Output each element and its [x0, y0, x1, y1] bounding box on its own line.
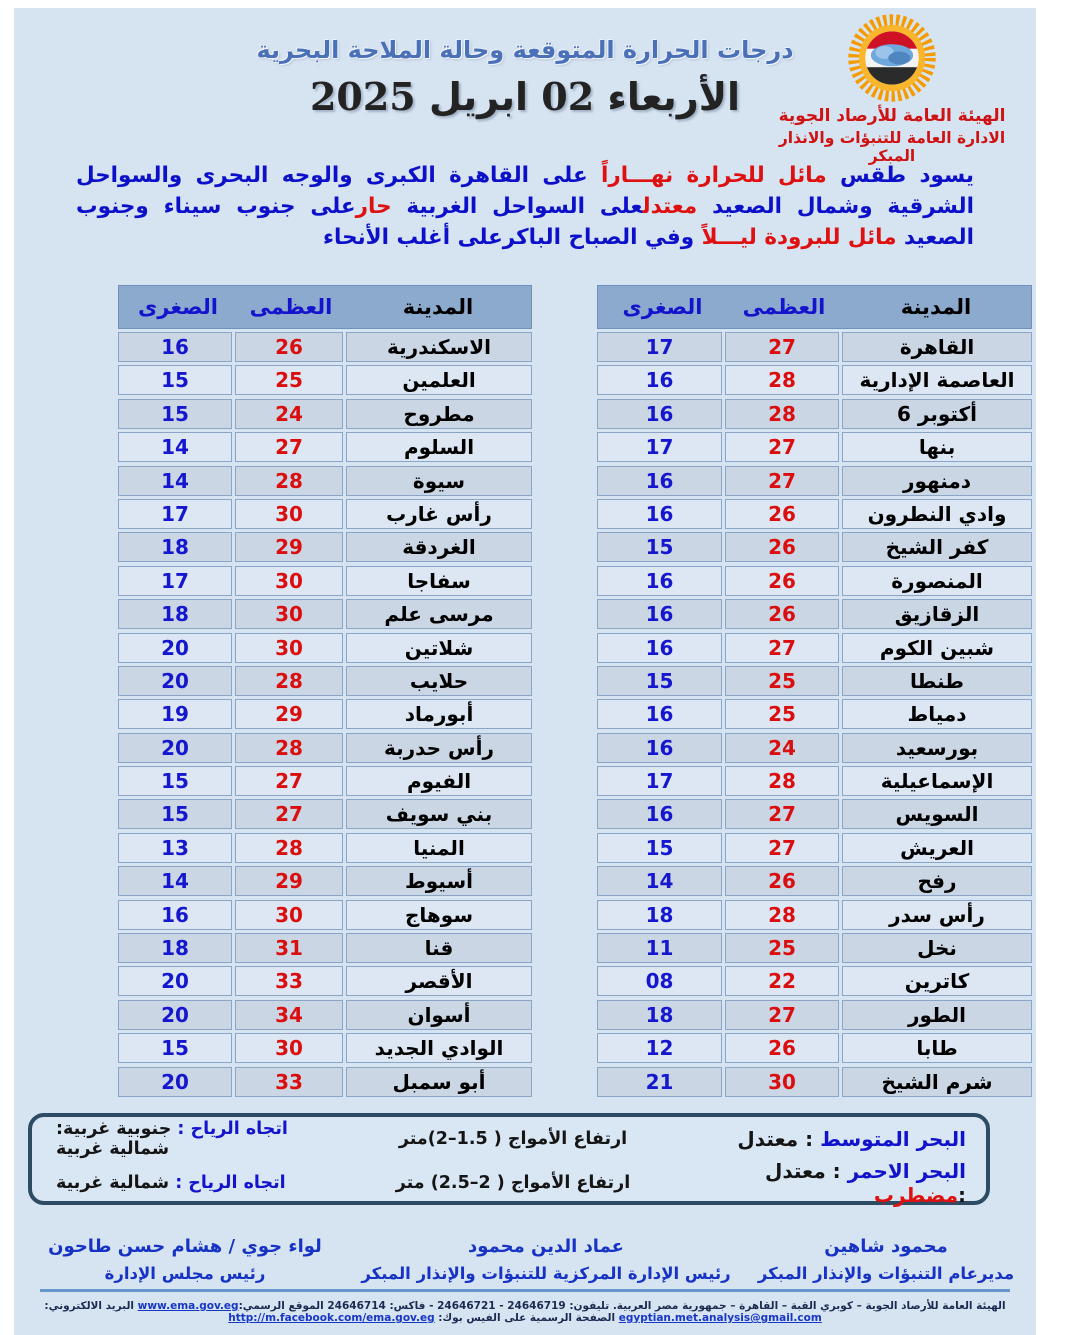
max-temp-cell: 30 — [725, 1067, 839, 1097]
forecast-segment: على القاهرة الكبرى والوجه البحرى والسواحل الشرقية وشمال الصعيد — [76, 163, 974, 219]
table-row — [118, 633, 532, 663]
city-cell: الأقصر — [346, 966, 532, 996]
marine-conditions-box — [28, 1113, 990, 1205]
sea-name: البحر المتوسط — [820, 1127, 966, 1151]
max-column-header: العظمى — [249, 295, 333, 319]
signature-title: رئيس مجلس الإدارة — [104, 1264, 266, 1283]
max-temp-cell: 29 — [235, 532, 343, 562]
sea-state: : معتدل : — [764, 1159, 966, 1207]
city-cell: أبو سمبل — [346, 1067, 532, 1097]
signature-title: مديرعام التنبؤات والإنذار المبكر — [757, 1264, 1015, 1283]
city-cell: المنيا — [346, 833, 532, 863]
city-cell: القاهرة — [842, 332, 1032, 362]
city-cell: شرم الشيخ — [842, 1067, 1032, 1097]
max-temp-cell: 22 — [725, 966, 839, 996]
table-row — [118, 432, 532, 462]
max-temp-cell: 34 — [235, 1000, 343, 1030]
signature-forecast-director — [736, 1236, 1036, 1283]
min-temp-cell: 16 — [597, 599, 722, 629]
forecast-segment: على جنوب سيناء وجنوب الصعيد — [76, 194, 974, 250]
min-temp-cell: 15 — [118, 365, 232, 395]
footer-link[interactable]: http://m.facebook.com/ema.gov.eg — [228, 1312, 435, 1324]
min-temp-cell: 15 — [597, 532, 722, 562]
table-row — [118, 499, 532, 529]
sea-status — [678, 1127, 978, 1151]
min-temp-cell: 13 — [118, 833, 232, 863]
city-cell: الاسكندرية — [346, 332, 532, 362]
city-cell: مطروح — [346, 399, 532, 429]
min-temp-cell: 18 — [118, 532, 232, 562]
city-cell: أبورماد — [346, 699, 532, 729]
right-city-table — [597, 285, 1032, 1100]
max-temp-cell: 30 — [235, 599, 343, 629]
max-temp-cell: 28 — [235, 833, 343, 863]
city-cell: طنطا — [842, 666, 1032, 696]
sea-state: : معتدل — [737, 1127, 821, 1151]
footer-text: الهيئة العامة للأرصاد الجوية – كوبري القبة – القاهرة – جمهورية مصر العربية. تليفون: 24646719 - 24646721 - فاكس: 24646714 الموقع الرسمي: — [238, 1300, 1006, 1312]
wind-direction — [40, 1173, 348, 1193]
city-cell: شبين الكوم — [842, 633, 1032, 663]
min-temp-cell: 16 — [597, 566, 722, 596]
table-header-row — [118, 285, 532, 329]
table-row — [597, 566, 1032, 596]
forecast-segment: وفي الصباح الباكرعلى أغلب الأنحاء — [323, 225, 695, 250]
min-temp-cell: 18 — [597, 900, 722, 930]
city-cell: العاصمة الإدارية — [842, 365, 1032, 395]
city-cell: بني سويف — [346, 799, 532, 829]
red-sea-row — [40, 1159, 978, 1207]
max-temp-cell: 27 — [235, 799, 343, 829]
min-temp-cell: 15 — [597, 666, 722, 696]
city-cell: الفيوم — [346, 766, 532, 796]
forecast-segment: على السواحل الغربية — [391, 194, 643, 219]
city-cell: رأس حدربة — [346, 733, 532, 763]
max-temp-cell: 27 — [725, 833, 839, 863]
max-temp-cell: 30 — [235, 499, 343, 529]
city-cell: سيوة — [346, 466, 532, 496]
table-row — [597, 1033, 1032, 1063]
min-temp-cell: 15 — [118, 799, 232, 829]
page-title: درجات الحرارة المتوقعة وحالة الملاحة البحرية — [256, 36, 794, 64]
table-row — [118, 466, 532, 496]
city-cell: سفاجا — [346, 566, 532, 596]
city-cell: مرسى علم — [346, 599, 532, 629]
max-temp-cell: 25 — [235, 365, 343, 395]
min-temp-cell: 16 — [597, 466, 722, 496]
min-temp-cell: 15 — [118, 766, 232, 796]
city-cell: الإسماعيلية — [842, 766, 1032, 796]
table-row — [597, 866, 1032, 896]
table-row — [118, 1067, 532, 1097]
max-temp-cell: 26 — [725, 499, 839, 529]
footer-text: الصفحة الرسمية على الفيس بوك: — [434, 1312, 619, 1324]
org-department: الادارة العامة للتنبؤات والانذار المبكر — [778, 129, 1006, 165]
city-cell: السلوم — [346, 432, 532, 462]
mediterranean-row — [40, 1119, 978, 1159]
table-body — [597, 332, 1032, 1097]
min-temp-cell: 20 — [118, 966, 232, 996]
city-cell: كاترين — [842, 966, 1032, 996]
min-temp-cell: 17 — [597, 766, 722, 796]
table-row — [597, 766, 1032, 796]
min-temp-cell: 17 — [597, 432, 722, 462]
signature-name: لواء جوي / هشام حسن طاحون — [48, 1236, 322, 1257]
city-cell: رأس غارب — [346, 499, 532, 529]
table-row — [597, 733, 1032, 763]
forecast-segment: معتدل — [642, 194, 698, 219]
wave-height: ارتفاع الأمواج ( 1.5–2)متر — [398, 1129, 628, 1149]
table-row — [118, 833, 532, 863]
table-row — [118, 900, 532, 930]
table-row — [597, 432, 1032, 462]
table-row — [597, 900, 1032, 930]
city-cell: الغردقة — [346, 532, 532, 562]
min-temp-cell: 19 — [118, 699, 232, 729]
city-cell: العلمين — [346, 365, 532, 395]
max-temp-cell: 26 — [725, 866, 839, 896]
signatures-row — [14, 1236, 1036, 1283]
forecast-paragraph — [76, 160, 974, 253]
max-column-header: العظمى — [742, 295, 826, 319]
footer-link[interactable]: www.ema.gov.eg — [137, 1300, 239, 1312]
bulletin-date: الأربعاء 02 ابريل 2025 — [309, 74, 741, 119]
city-cell: السويس — [842, 799, 1032, 829]
table-header-row — [597, 285, 1032, 329]
min-temp-cell: 20 — [118, 633, 232, 663]
footer-contact-line — [22, 1300, 1028, 1324]
city-cell: طابا — [842, 1033, 1032, 1063]
city-cell: أسيوط — [346, 866, 532, 896]
wind-value: شمالية غربية — [56, 1173, 170, 1193]
signature-central-admin-head — [356, 1236, 736, 1283]
max-temp-cell: 25 — [725, 699, 839, 729]
max-temp-cell: 27 — [725, 332, 839, 362]
city-cell: العريش — [842, 833, 1032, 863]
max-temp-cell: 27 — [725, 1000, 839, 1030]
min-temp-cell: 20 — [118, 1000, 232, 1030]
min-temp-cell: 16 — [118, 332, 232, 362]
max-temp-cell: 24 — [235, 399, 343, 429]
min-temp-cell: 16 — [597, 699, 722, 729]
forecast-segment: مائل للحرارة نهـــاراً — [587, 163, 827, 188]
table-row — [597, 332, 1032, 362]
table-row — [118, 766, 532, 796]
city-column-header: المدينة — [402, 295, 474, 319]
footer-divider — [40, 1289, 1010, 1292]
max-temp-cell: 26 — [235, 332, 343, 362]
forecast-segment: يسود طقس — [826, 163, 974, 188]
min-temp-cell: 16 — [597, 365, 722, 395]
city-cell: الطور — [842, 1000, 1032, 1030]
sea-alert: مضطرب — [873, 1183, 958, 1207]
max-temp-cell: 27 — [725, 633, 839, 663]
min-temp-cell: 11 — [597, 933, 722, 963]
max-temp-cell: 28 — [725, 399, 839, 429]
max-temp-cell: 33 — [235, 1067, 343, 1097]
min-temp-cell: 15 — [118, 1033, 232, 1063]
max-temp-cell: 27 — [235, 766, 343, 796]
table-row — [118, 933, 532, 963]
table-row — [118, 799, 532, 829]
footer-text: البريد الالكتروني: — [44, 1300, 138, 1312]
city-cell: قنا — [346, 933, 532, 963]
signature-name: محمود شاهين — [824, 1236, 948, 1257]
min-temp-cell: 12 — [597, 1033, 722, 1063]
city-cell: نخل — [842, 933, 1032, 963]
table-row — [597, 532, 1032, 562]
max-temp-cell: 26 — [725, 599, 839, 629]
min-temp-cell: 14 — [118, 466, 232, 496]
min-temp-cell: 17 — [118, 566, 232, 596]
city-cell: وادي النطرون — [842, 499, 1032, 529]
org-name: الهيئة العامة للأرصاد الجوية — [778, 106, 1006, 126]
min-temp-cell: 20 — [118, 733, 232, 763]
table-row — [118, 699, 532, 729]
city-column-header: المدينة — [900, 295, 972, 319]
max-temp-cell: 25 — [725, 666, 839, 696]
max-temp-cell: 27 — [725, 432, 839, 462]
table-row — [597, 966, 1032, 996]
max-temp-cell: 26 — [725, 532, 839, 562]
max-temp-cell: 28 — [235, 466, 343, 496]
max-temp-cell: 29 — [235, 699, 343, 729]
table-row — [118, 566, 532, 596]
max-temp-cell: 25 — [725, 933, 839, 963]
table-row — [118, 1000, 532, 1030]
min-temp-cell: 14 — [597, 866, 722, 896]
city-cell: دمنهور — [842, 466, 1032, 496]
wind-label: اتجاه الرياح : — [171, 1119, 288, 1139]
city-cell: حلايب — [346, 666, 532, 696]
city-cell: رأس سدر — [842, 900, 1032, 930]
min-temp-cell: 18 — [118, 599, 232, 629]
max-temp-cell: 33 — [235, 966, 343, 996]
city-cell: بورسعيد — [842, 733, 1032, 763]
min-temp-cell: 16 — [597, 399, 722, 429]
wave-height: ارتفاع الأمواج ( 2–2.5) متر — [395, 1173, 631, 1193]
min-temp-cell: 15 — [597, 833, 722, 863]
table-row — [597, 599, 1032, 629]
table-row — [118, 966, 532, 996]
table-row — [118, 532, 532, 562]
min-temp-cell: 20 — [118, 666, 232, 696]
table-row — [597, 633, 1032, 663]
min-temp-cell: 16 — [597, 499, 722, 529]
max-temp-cell: 28 — [235, 733, 343, 763]
max-temp-cell: 28 — [725, 766, 839, 796]
min-temp-cell: 21 — [597, 1067, 722, 1097]
city-cell: شلاتين — [346, 633, 532, 663]
table-row — [597, 833, 1032, 863]
min-temp-cell: 08 — [597, 966, 722, 996]
table-row — [597, 499, 1032, 529]
max-temp-cell: 27 — [235, 432, 343, 462]
min-temp-cell: 16 — [597, 799, 722, 829]
wind-value: جنوبية غربية: شمالية غربية — [56, 1119, 172, 1159]
weather-bulletin — [14, 8, 1036, 1335]
city-cell: دمياط — [842, 699, 1032, 729]
city-cell: سوهاج — [346, 900, 532, 930]
table-body — [118, 332, 532, 1097]
max-temp-cell: 30 — [235, 633, 343, 663]
wind-direction — [40, 1119, 348, 1159]
max-temp-cell: 27 — [725, 799, 839, 829]
forecast-segment: حار — [355, 194, 392, 219]
table-row — [118, 733, 532, 763]
table-row — [118, 1033, 532, 1063]
city-cell: 6 أكتوبر — [842, 399, 1032, 429]
min-temp-cell: 16 — [597, 733, 722, 763]
table-row — [597, 933, 1032, 963]
table-row — [118, 332, 532, 362]
left-city-table — [118, 285, 532, 1100]
table-row — [118, 666, 532, 696]
max-temp-cell: 28 — [725, 900, 839, 930]
signature-board-chairman — [14, 1236, 356, 1283]
city-cell: كفر الشيخ — [842, 532, 1032, 562]
min-temp-cell: 18 — [118, 933, 232, 963]
max-temp-cell: 26 — [725, 1033, 839, 1063]
min-temp-cell: 17 — [597, 332, 722, 362]
sea-name: البحر الاحمر — [847, 1159, 966, 1183]
table-row — [597, 1067, 1032, 1097]
min-column-header: الصغرى — [622, 295, 703, 319]
city-cell: رفح — [842, 866, 1032, 896]
city-cell: الوادي الجديد — [346, 1033, 532, 1063]
footer-link[interactable]: egyptian.met.analysis@gmail.com — [618, 1312, 822, 1324]
table-row — [597, 799, 1032, 829]
min-temp-cell: 14 — [118, 432, 232, 462]
signature-name: عماد الدين محمود — [468, 1236, 624, 1257]
table-row — [597, 699, 1032, 729]
min-column-header: الصغرى — [138, 295, 218, 319]
min-temp-cell: 18 — [597, 1000, 722, 1030]
forecast-segment: مائل للبرودة ليـــلاً — [694, 225, 897, 250]
min-temp-cell: 16 — [118, 900, 232, 930]
min-temp-cell: 17 — [118, 499, 232, 529]
max-temp-cell: 27 — [725, 466, 839, 496]
signature-title: رئيس الإدارة المركزية للتنبؤات والإنذار المبكر — [361, 1264, 731, 1283]
city-cell: بنها — [842, 432, 1032, 462]
table-row — [597, 466, 1032, 496]
city-cell: أسوان — [346, 1000, 532, 1030]
city-cell: المنصورة — [842, 566, 1032, 596]
max-temp-cell: 30 — [235, 566, 343, 596]
table-row — [597, 365, 1032, 395]
max-temp-cell: 30 — [235, 1033, 343, 1063]
max-temp-cell: 24 — [725, 733, 839, 763]
table-row — [597, 666, 1032, 696]
min-temp-cell: 20 — [118, 1067, 232, 1097]
max-temp-cell: 28 — [235, 666, 343, 696]
table-row — [118, 365, 532, 395]
wind-label: اتجاه الرياح : — [169, 1173, 286, 1193]
sea-status — [678, 1159, 978, 1207]
city-cell: الزقازيق — [842, 599, 1032, 629]
table-row — [118, 866, 532, 896]
table-row — [597, 1000, 1032, 1030]
table-row — [118, 599, 532, 629]
title-block — [14, 36, 1036, 119]
max-temp-cell: 28 — [725, 365, 839, 395]
max-temp-cell: 30 — [235, 900, 343, 930]
min-temp-cell: 15 — [118, 399, 232, 429]
max-temp-cell: 31 — [235, 933, 343, 963]
min-temp-cell: 14 — [118, 866, 232, 896]
min-temp-cell: 16 — [597, 633, 722, 663]
max-temp-cell: 26 — [725, 566, 839, 596]
table-row — [118, 399, 532, 429]
table-row — [597, 399, 1032, 429]
max-temp-cell: 29 — [235, 866, 343, 896]
